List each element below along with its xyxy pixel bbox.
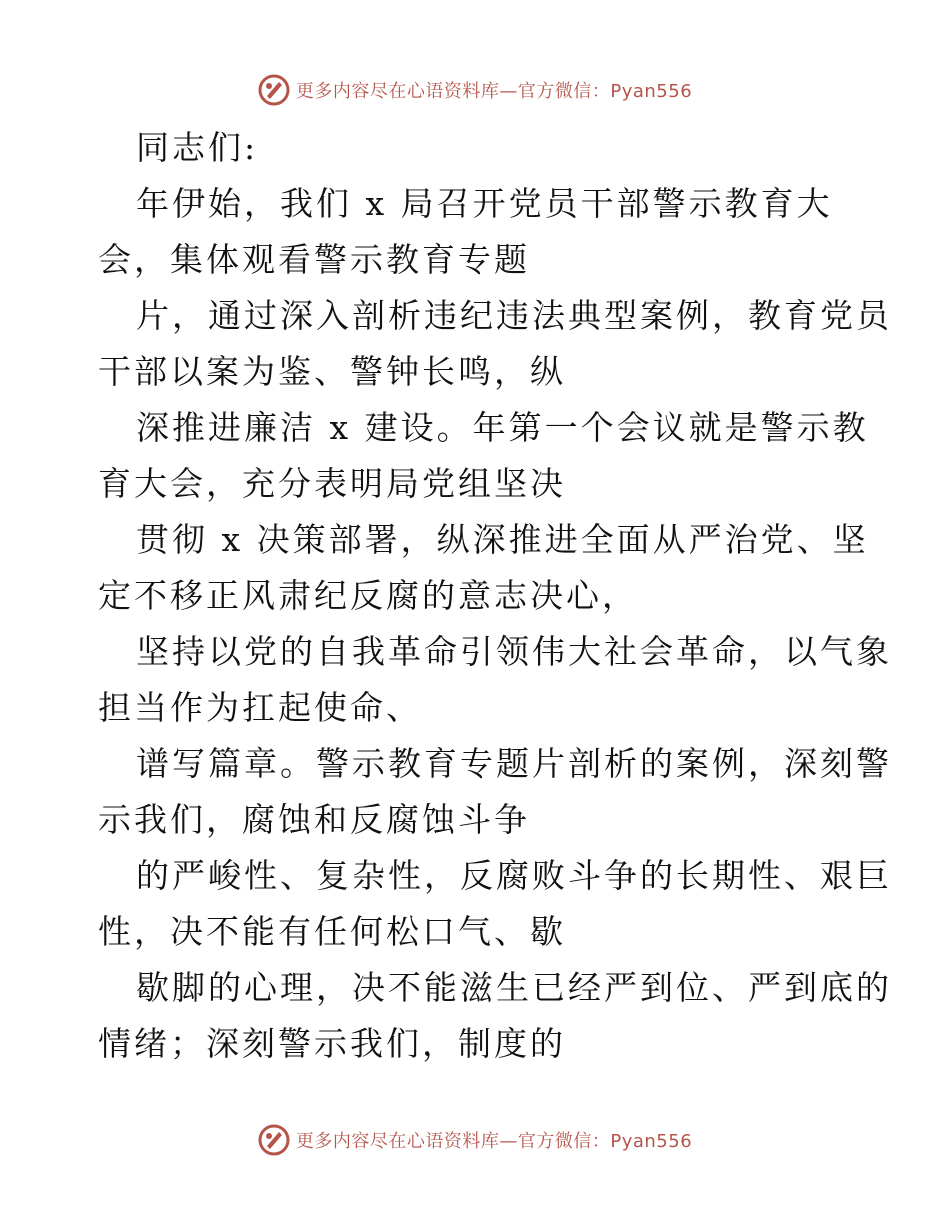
text-line: 性，决不能有任何松口气、歇 [98, 912, 566, 951]
text-line: 担当作为扛起使命、 [98, 688, 422, 727]
text-line: 坚持以党的自我革命引领伟大社会革命，以气象 [136, 632, 892, 671]
logo-icon [258, 1124, 290, 1156]
watermark-text: 更多内容尽在心语资料库—官方微信：Pyan556 [295, 81, 693, 102]
text-line: 年伊始，我们 x 局召开党员干部警示教育大 [136, 184, 833, 223]
text-line: 歇脚的心理，决不能滋生已经严到位、严到底的 [136, 968, 892, 1007]
text-line: 情绪；深刻警示我们，制度的 [98, 1024, 566, 1063]
header-watermark [0, 70, 950, 110]
logo-icon [258, 74, 290, 106]
text-line: 同志们: [136, 128, 259, 167]
text-line: 育大会，充分表明局党组坚决 [98, 464, 566, 503]
text-line: 谱写篇章。警示教育专题片剖析的案例，深刻警 [136, 744, 892, 783]
text-line: 深推进廉洁 x 建设。年第一个会议就是警示教 [136, 408, 869, 447]
watermark-text: 更多内容尽在心语资料库—官方微信：Pyan556 [295, 1131, 693, 1152]
text-line: 定不移正风肃纪反腐的意志决心， [98, 576, 638, 615]
document-body [98, 120, 892, 1072]
text-line: 的严峻性、复杂性，反腐败斗争的长期性、艰巨 [136, 856, 892, 895]
text-line: 干部以案为鉴、警钟长鸣，纵 [98, 352, 566, 391]
text-line: 示我们，腐蚀和反腐蚀斗争 [98, 800, 530, 839]
text-line: 贯彻 x 决策部署，纵深推进全面从严治党、坚 [136, 520, 869, 559]
text-line: 片，通过深入剖析违纪违法典型案例，教育党员 [136, 296, 892, 335]
text-line: 会，集体观看警示教育专题 [98, 240, 530, 279]
footer-watermark [0, 1120, 950, 1160]
